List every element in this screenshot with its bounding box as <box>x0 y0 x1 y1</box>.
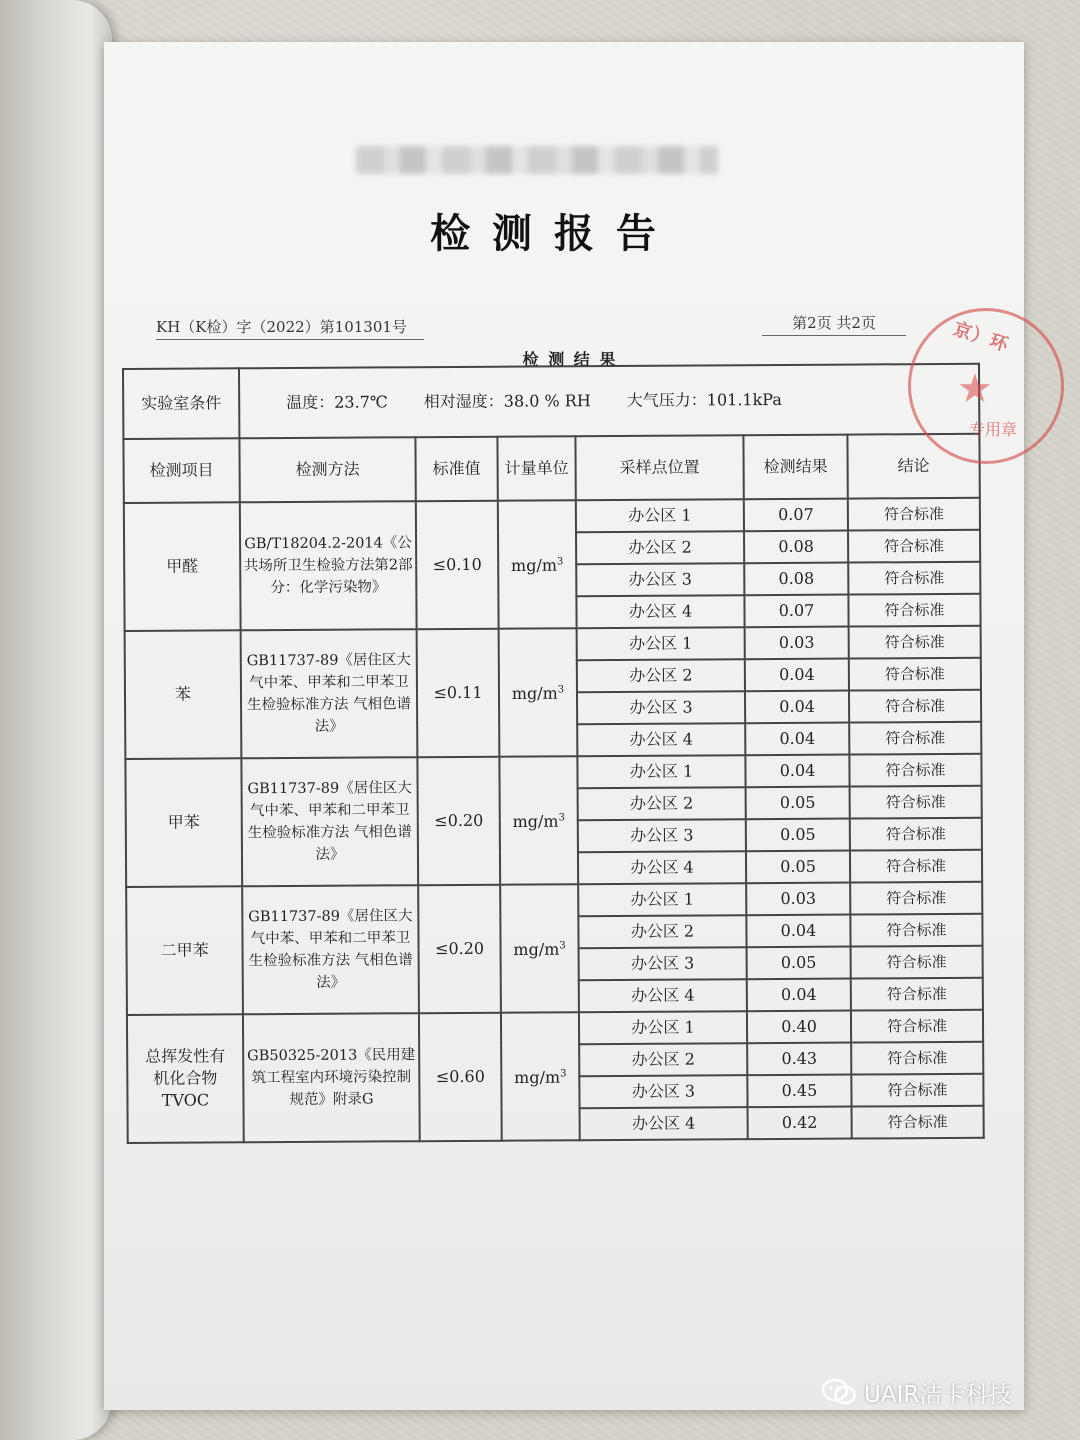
section-title: 检 测 结 果 <box>522 350 618 369</box>
sampling-location: 办公区 1 <box>577 627 745 660</box>
unit-exponent: 3 <box>558 812 565 824</box>
conclusion: 符合标准 <box>850 914 982 947</box>
standard-value: ≤0.20 <box>417 757 500 885</box>
header-standard: 标准值 <box>415 437 497 501</box>
conclusion: 符合标准 <box>848 594 980 627</box>
test-result: 0.05 <box>746 819 850 852</box>
conclusion: 符合标准 <box>849 754 981 787</box>
test-result: 0.04 <box>745 691 849 724</box>
test-item-name-line: 总挥发性有 <box>145 1046 226 1066</box>
stamp-top-text: 京）环 <box>950 318 1012 357</box>
conclusion: 符合标准 <box>850 786 982 819</box>
sampling-location: 办公区 2 <box>579 1043 747 1076</box>
sampling-location: 办公区 4 <box>576 595 744 628</box>
test-result: 0.08 <box>744 563 848 596</box>
conclusion: 符合标准 <box>849 690 981 723</box>
conclusion: 符合标准 <box>851 1010 983 1043</box>
header-location: 采样点位置 <box>575 435 743 500</box>
lab-conditions-values <box>239 364 979 439</box>
sampling-location: 办公区 1 <box>576 499 744 532</box>
test-result: 0.04 <box>745 659 849 692</box>
blurred-organization-name <box>356 146 718 174</box>
unit <box>501 1012 580 1140</box>
sampling-location: 办公区 2 <box>578 915 746 948</box>
page-info: 第2页 共2页 <box>762 312 906 336</box>
conclusion: 符合标准 <box>848 530 980 563</box>
standard-value: ≤0.20 <box>418 885 501 1013</box>
conclusion: 符合标准 <box>850 882 982 915</box>
header-result: 检测结果 <box>743 435 847 500</box>
test-result: 0.04 <box>746 915 850 948</box>
test-result: 0.05 <box>747 947 851 980</box>
official-seal-stamp <box>908 308 1064 464</box>
test-result: 0.05 <box>746 851 850 884</box>
test-method: GB11737-89《居住区大气中苯、甲苯和二甲苯卫生检验标准方法 气相色谱法》 <box>241 629 418 758</box>
conclusion: 符合标准 <box>849 658 981 691</box>
sampling-location: 办公区 2 <box>577 659 745 692</box>
watermark <box>822 1372 1062 1412</box>
header-item: 检测项目 <box>123 438 239 503</box>
test-method: GB11737-89《居住区大气中苯、甲苯和二甲苯卫生检验标准方法 气相色谱法》 <box>242 885 419 1014</box>
table-row <box>125 626 981 663</box>
humidity: 相对湿度：38.0 % RH <box>423 391 591 412</box>
test-result: 0.40 <box>747 1011 851 1044</box>
test-result: 0.45 <box>747 1075 851 1108</box>
test-item-name <box>127 1014 244 1143</box>
test-item-name: 甲醛 <box>124 502 241 631</box>
sampling-location: 办公区 3 <box>577 691 745 724</box>
sampling-location: 办公区 1 <box>579 1011 747 1044</box>
sampling-location: 办公区 4 <box>580 1107 748 1140</box>
lab-conditions-row <box>123 364 979 439</box>
table-row <box>124 498 980 535</box>
conclusion: 符合标准 <box>850 818 982 851</box>
header-method: 检测方法 <box>239 437 415 502</box>
watermark-text: UAIR洁卡科技 <box>864 1381 1012 1408</box>
unit-exponent: 3 <box>557 684 565 696</box>
sampling-location: 办公区 3 <box>578 819 746 852</box>
standard-value: ≤0.10 <box>416 501 499 629</box>
lab-conditions-label: 实验室条件 <box>123 368 239 439</box>
test-item-name: 二甲苯 <box>126 886 243 1015</box>
conclusion: 符合标准 <box>851 1042 983 1075</box>
table-row <box>125 754 981 791</box>
conclusion: 符合标准 <box>849 722 981 755</box>
sampling-location: 办公区 3 <box>579 1075 747 1108</box>
test-item-name-line: 机化合物 <box>153 1068 218 1088</box>
unit-exponent: 3 <box>556 556 564 568</box>
unit-base: mg/m <box>514 1067 561 1088</box>
conclusion: 符合标准 <box>851 1074 983 1107</box>
test-result: 0.05 <box>746 787 850 820</box>
unit <box>499 756 578 884</box>
table-row <box>127 1010 983 1047</box>
sampling-location: 办公区 1 <box>578 883 746 916</box>
test-result: 0.04 <box>745 723 849 756</box>
standard-value: ≤0.11 <box>417 629 500 757</box>
conclusion: 符合标准 <box>850 850 982 883</box>
test-result: 0.03 <box>745 627 849 660</box>
stamp-star-icon: ★ <box>957 366 993 412</box>
sampling-location: 办公区 2 <box>576 531 744 564</box>
conclusion: 符合标准 <box>852 1106 984 1139</box>
unit <box>500 884 579 1012</box>
conclusion: 符合标准 <box>848 498 980 531</box>
test-result: 0.43 <box>747 1043 851 1076</box>
stamp-bottom-text: 专用章 <box>969 420 1018 439</box>
unit-base: mg/m <box>511 684 558 704</box>
conclusion: 符合标准 <box>851 978 983 1011</box>
test-method: GB11737-89《居住区大气中苯、甲苯和二甲苯卫生检验标准方法 气相色谱法》 <box>241 757 418 886</box>
header-unit: 计量单位 <box>497 436 575 500</box>
sampling-location: 办公区 3 <box>579 947 747 980</box>
test-item-name: 甲苯 <box>125 758 242 887</box>
pressure: 大气压力：101.1kPa <box>626 389 782 410</box>
unit-exponent: 3 <box>560 1068 567 1080</box>
conclusion: 符合标准 <box>851 946 983 979</box>
sampling-location: 办公区 3 <box>576 563 744 596</box>
sampling-location: 办公区 4 <box>578 851 746 884</box>
conclusion: 符合标准 <box>849 626 981 659</box>
test-method: GB/T18204.2-2014《公共场所卫生检验方法第2部分：化学污染物》 <box>240 501 417 630</box>
test-item-name: 苯 <box>125 630 242 759</box>
test-result: 0.03 <box>746 883 850 916</box>
unit-base: mg/m <box>512 811 559 832</box>
sampling-location: 办公区 1 <box>577 755 745 788</box>
test-result: 0.07 <box>744 595 848 628</box>
test-result: 0.42 <box>748 1107 852 1140</box>
sampling-location: 办公区 2 <box>578 787 746 820</box>
standard-value: ≤0.60 <box>419 1013 502 1141</box>
temperature: 温度：23.7℃ <box>286 392 388 412</box>
conclusion: 符合标准 <box>848 562 980 595</box>
test-result: 0.04 <box>745 755 849 788</box>
header-row <box>123 434 979 503</box>
test-method: GB50325-2013《民用建筑工程室内环境污染控制规范》附录G <box>243 1013 420 1142</box>
wechat-icon <box>822 1378 856 1406</box>
book-binding-edge <box>0 0 112 1440</box>
unit-exponent: 3 <box>559 940 566 952</box>
header-conclusion: 结论 <box>847 434 979 499</box>
test-results-table <box>122 363 985 1144</box>
report-title: 检 测 报 告 <box>430 210 660 257</box>
sampling-location: 办公区 4 <box>577 723 745 756</box>
unit-base: mg/m <box>513 939 560 960</box>
table-row <box>126 882 982 919</box>
unit-base: mg/m <box>510 556 558 576</box>
sampling-location: 办公区 4 <box>579 979 747 1012</box>
test-result: 0.08 <box>744 531 848 564</box>
unit <box>498 500 577 628</box>
report-number: KH（K检）字（2022）第101301号 <box>156 316 424 340</box>
test-result: 0.07 <box>744 499 848 532</box>
test-item-name-line: TVOC <box>161 1090 210 1110</box>
test-result: 0.04 <box>747 979 851 1012</box>
unit <box>499 628 578 756</box>
